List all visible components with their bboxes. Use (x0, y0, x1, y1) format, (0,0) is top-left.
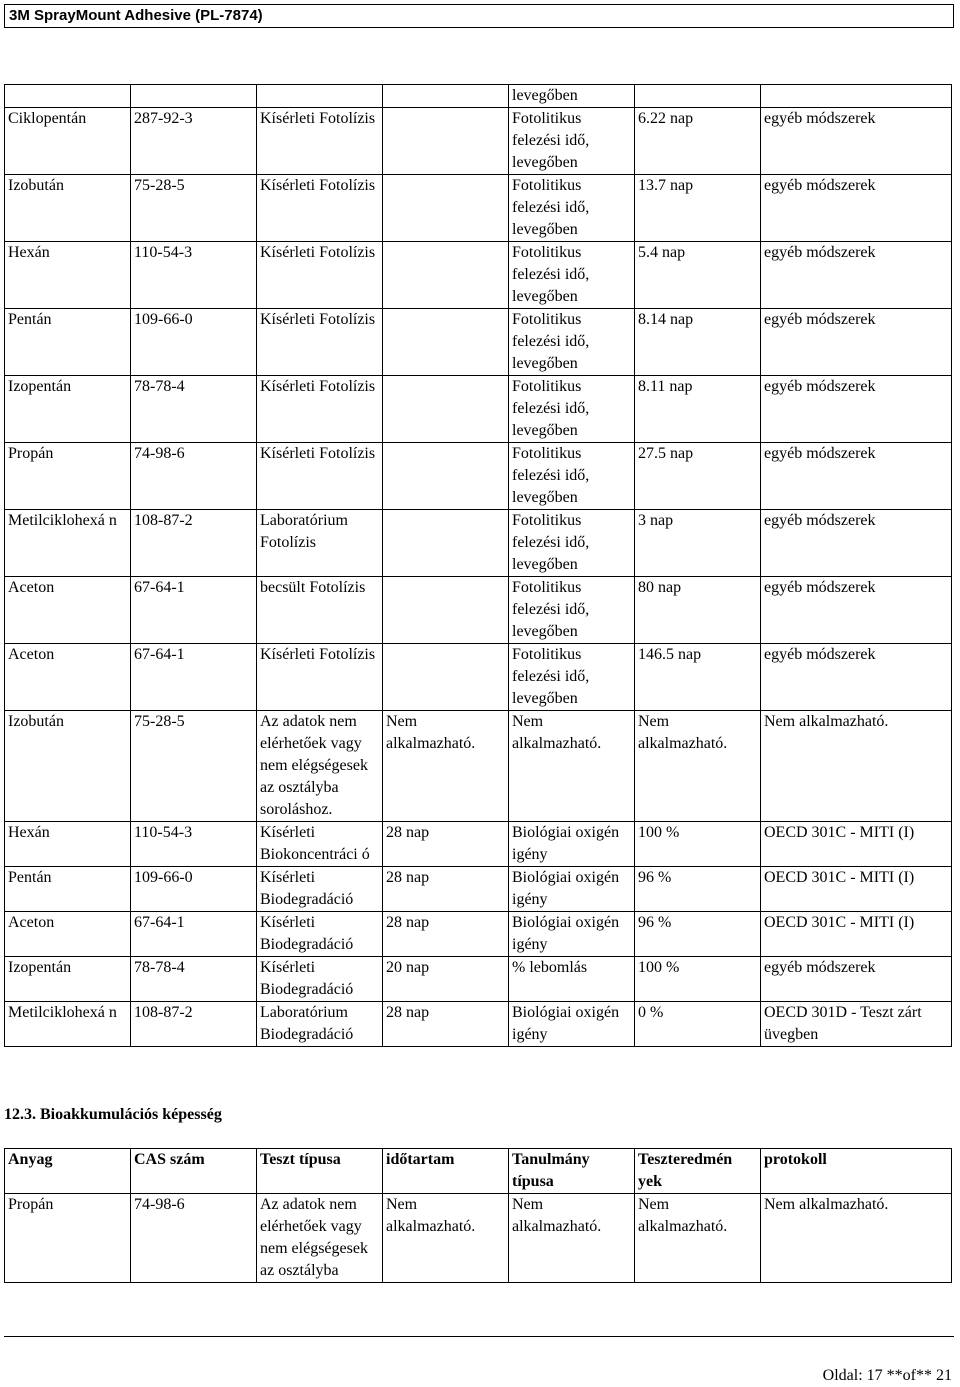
cell-protocol: OECD 301C - MITI (I) (761, 912, 952, 957)
cell-substance: Metilciklohexá n (5, 510, 131, 577)
cell-duration (383, 108, 509, 175)
table-row (5, 242, 952, 309)
header-cell: Anyag (5, 1149, 131, 1194)
cell-duration: 20 nap (383, 957, 509, 1002)
cell-result: 8.14 nap (635, 309, 761, 376)
cell-result: 0 % (635, 1002, 761, 1047)
cell-cas: 110-54-3 (131, 242, 257, 309)
table-row (5, 175, 952, 242)
cell-protocol: egyéb módszerek (761, 108, 952, 175)
cell-duration (383, 85, 509, 108)
cell-substance: Hexán (5, 822, 131, 867)
cell-protocol: egyéb módszerek (761, 957, 952, 1002)
cell-study-type: Fotolitikus felezési idő, levegőben (509, 510, 635, 577)
cell-duration (383, 175, 509, 242)
cell-substance: Propán (5, 1194, 131, 1283)
cell-test-type: Kísérleti Biodegradáció (257, 957, 383, 1002)
cell-study-type: Fotolitikus felezési idő, levegőben (509, 577, 635, 644)
table-row (5, 912, 952, 957)
header-cell: időtartam (383, 1149, 509, 1194)
header-cell: Tanulmány típusa (509, 1149, 635, 1194)
cell-substance: Izopentán (5, 376, 131, 443)
cell-study-type: Biológiai oxigén igény (509, 912, 635, 957)
cell-study-type: Fotolitikus felezési idő, levegőben (509, 309, 635, 376)
cell-result: 8.11 nap (635, 376, 761, 443)
cell-substance: Pentán (5, 309, 131, 376)
cell-duration: Nem alkalmazható. (383, 711, 509, 822)
cell-cas: 67-64-1 (131, 577, 257, 644)
cell-result: 27.5 nap (635, 443, 761, 510)
cell-result: 13.7 nap (635, 175, 761, 242)
cell-study-type: Fotolitikus felezési idő, levegőben (509, 443, 635, 510)
cell-test-type: becsült Fotolízis (257, 577, 383, 644)
cell-protocol (761, 85, 952, 108)
cell-duration (383, 510, 509, 577)
cell-result: 6.22 nap (635, 108, 761, 175)
cell-cas: 78-78-4 (131, 957, 257, 1002)
cell-test-type: Laboratórium Biodegradáció (257, 1002, 383, 1047)
cell-cas: 75-28-5 (131, 711, 257, 822)
table-row (5, 711, 952, 822)
cell-cas: 287-92-3 (131, 108, 257, 175)
cell-protocol: egyéb módszerek (761, 242, 952, 309)
document-header (4, 4, 954, 28)
cell-test-type: Kísérleti Fotolízis (257, 108, 383, 175)
cell-study-type: Biológiai oxigén igény (509, 867, 635, 912)
cell-study-type: Fotolitikus felezési idő, levegőben (509, 108, 635, 175)
header-cell: CAS szám (131, 1149, 257, 1194)
cell-substance: Propán (5, 443, 131, 510)
cell-protocol: egyéb módszerek (761, 376, 952, 443)
cell-test-type: Az adatok nem elérhetőek vagy nem elégségesek az osztályba (257, 1194, 383, 1283)
cell-study-type: Biológiai oxigén igény (509, 822, 635, 867)
cell-protocol: OECD 301C - MITI (I) (761, 822, 952, 867)
cell-substance: Izopentán (5, 957, 131, 1002)
cell-cas: 110-54-3 (131, 822, 257, 867)
cell-cas (131, 85, 257, 108)
cell-study-type: Nem alkalmazható. (509, 711, 635, 822)
footer-divider (4, 1336, 954, 1337)
document-title: 3M SprayMount Adhesive (PL-7874) (9, 7, 263, 24)
cell-test-type: Kísérleti Fotolízis (257, 175, 383, 242)
cell-substance: Metilciklohexá n (5, 1002, 131, 1047)
cell-substance: Hexán (5, 242, 131, 309)
header-cell: protokoll (761, 1149, 952, 1194)
cell-result: 100 % (635, 957, 761, 1002)
table-row (5, 309, 952, 376)
cell-duration: 28 nap (383, 822, 509, 867)
cell-duration (383, 577, 509, 644)
cell-test-type: Az adatok nem elérhetőek vagy nem elégségesek az osztályba soroláshoz. (257, 711, 383, 822)
cell-cas: 74-98-6 (131, 1194, 257, 1283)
cell-cas: 75-28-5 (131, 175, 257, 242)
cell-result: 3 nap (635, 510, 761, 577)
cell-study-type: Fotolitikus felezési idő, levegőben (509, 242, 635, 309)
cell-result: 146.5 nap (635, 644, 761, 711)
cell-test-type (257, 85, 383, 108)
cell-protocol: Nem alkalmazható. (761, 711, 952, 822)
cell-test-type: Kísérleti Biodegradáció (257, 867, 383, 912)
cell-substance: Izobután (5, 711, 131, 822)
cell-cas: 109-66-0 (131, 867, 257, 912)
cell-substance: Ciklopentán (5, 108, 131, 175)
cell-study-type: Biológiai oxigén igény (509, 1002, 635, 1047)
table-row (5, 443, 952, 510)
cell-result: 5.4 nap (635, 242, 761, 309)
section-title: 12.3. Bioakkumulációs képesség (4, 1106, 222, 1123)
cell-duration (383, 443, 509, 510)
cell-duration (383, 644, 509, 711)
cell-study-type: Nem alkalmazható. (509, 1194, 635, 1283)
cell-cas: 74-98-6 (131, 443, 257, 510)
cell-cas: 67-64-1 (131, 912, 257, 957)
cell-test-type: Kísérleti Biodegradáció (257, 912, 383, 957)
table-row (5, 108, 952, 175)
cell-protocol: egyéb módszerek (761, 510, 952, 577)
table-row (5, 577, 952, 644)
cell-result: 96 % (635, 912, 761, 957)
cell-duration (383, 376, 509, 443)
cell-study-type: Fotolitikus felezési idő, levegőben (509, 376, 635, 443)
table-row (5, 85, 952, 108)
cell-test-type: Kísérleti Fotolízis (257, 443, 383, 510)
cell-test-type: Kísérleti Fotolízis (257, 242, 383, 309)
cell-result: 80 nap (635, 577, 761, 644)
table-row (5, 510, 952, 577)
cell-study-type: Fotolitikus felezési idő, levegőben (509, 644, 635, 711)
cell-cas: 67-64-1 (131, 644, 257, 711)
cell-duration: 28 nap (383, 912, 509, 957)
cell-test-type: Kísérleti Biokoncentráci ó (257, 822, 383, 867)
cell-duration (383, 242, 509, 309)
cell-substance (5, 85, 131, 108)
table-row (5, 376, 952, 443)
cell-study-type: Fotolitikus felezési idő, levegőben (509, 175, 635, 242)
cell-protocol: OECD 301C - MITI (I) (761, 867, 952, 912)
table-row (5, 1194, 952, 1283)
cell-result (635, 85, 761, 108)
cell-protocol: Nem alkalmazható. (761, 1194, 952, 1283)
cell-substance: Pentán (5, 867, 131, 912)
cell-test-type: Laboratórium Fotolízis (257, 510, 383, 577)
cell-duration: 28 nap (383, 1002, 509, 1047)
cell-substance: Aceton (5, 577, 131, 644)
header-cell: Teszt típusa (257, 1149, 383, 1194)
cell-result: 96 % (635, 867, 761, 912)
cell-test-type: Kísérleti Fotolízis (257, 376, 383, 443)
cell-duration (383, 309, 509, 376)
cell-protocol: egyéb módszerek (761, 309, 952, 376)
cell-test-type: Kísérleti Fotolízis (257, 644, 383, 711)
degradation-table (4, 84, 952, 1047)
cell-protocol: egyéb módszerek (761, 443, 952, 510)
cell-result: Nem alkalmazható. (635, 1194, 761, 1283)
table-row (5, 1002, 952, 1047)
cell-cas: 108-87-2 (131, 1002, 257, 1047)
cell-cas: 78-78-4 (131, 376, 257, 443)
table-row (5, 867, 952, 912)
cell-protocol: OECD 301D - Teszt zárt üvegben (761, 1002, 952, 1047)
cell-result: Nem alkalmazható. (635, 711, 761, 822)
cell-protocol: egyéb módszerek (761, 644, 952, 711)
cell-substance: Aceton (5, 912, 131, 957)
cell-protocol: egyéb módszerek (761, 175, 952, 242)
table-row (5, 822, 952, 867)
cell-test-type: Kísérleti Fotolízis (257, 309, 383, 376)
cell-duration: Nem alkalmazható. (383, 1194, 509, 1283)
cell-substance: Izobután (5, 175, 131, 242)
table-header-row (5, 1149, 952, 1194)
cell-study-type: levegőben (509, 85, 635, 108)
cell-protocol: egyéb módszerek (761, 577, 952, 644)
cell-duration: 28 nap (383, 867, 509, 912)
cell-study-type: % lebomlás (509, 957, 635, 1002)
cell-result: 100 % (635, 822, 761, 867)
cell-substance: Aceton (5, 644, 131, 711)
bioaccumulation-table (4, 1148, 952, 1283)
cell-cas: 109-66-0 (131, 309, 257, 376)
table-row (5, 644, 952, 711)
header-cell: Teszteredmén yek (635, 1149, 761, 1194)
table-row (5, 957, 952, 1002)
cell-cas: 108-87-2 (131, 510, 257, 577)
page-number: Oldal: 17 **of** 21 (822, 1367, 952, 1384)
